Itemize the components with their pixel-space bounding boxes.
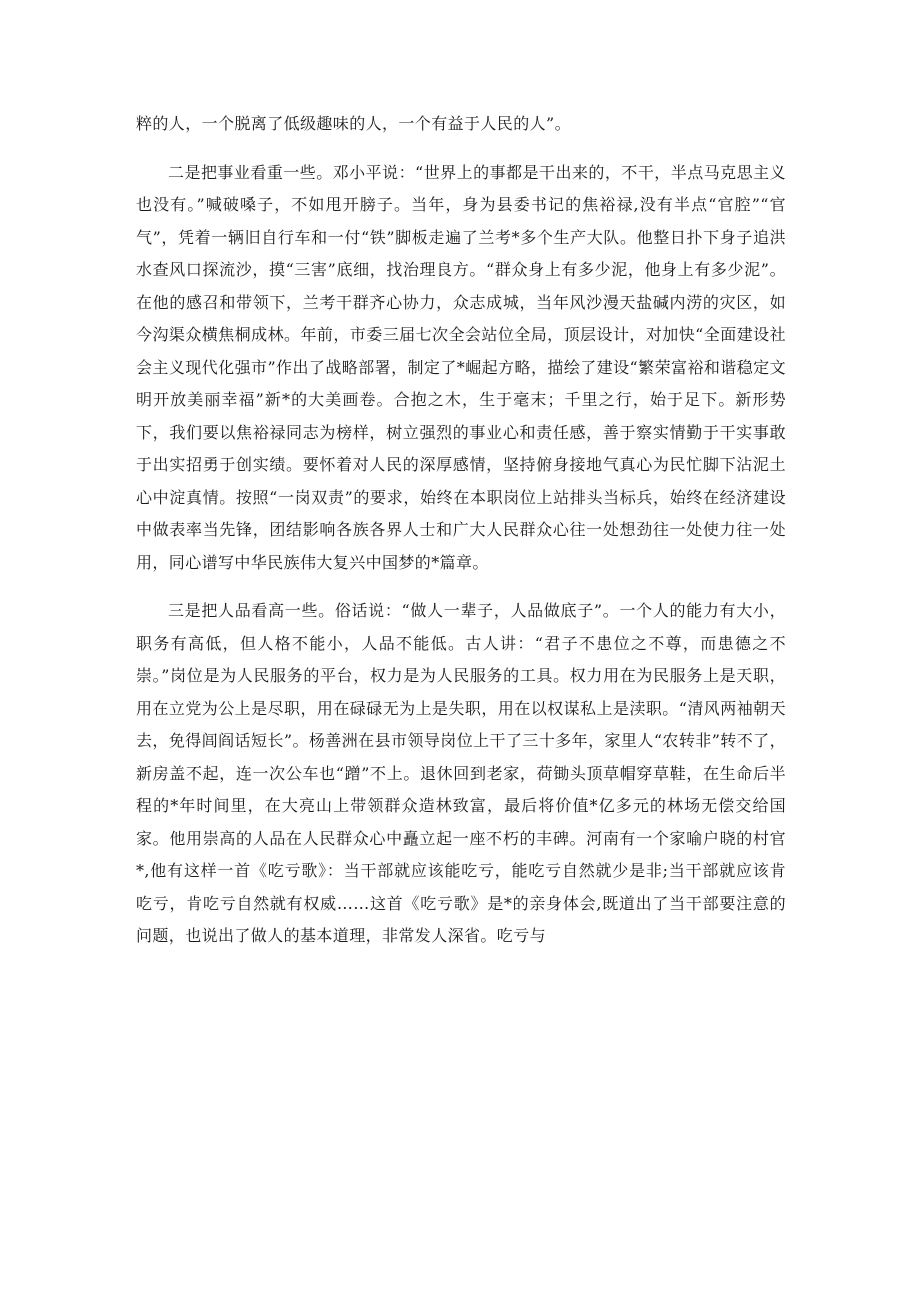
paragraph-continued-intro: 粹的人，一个脱离了低级趣味的人，一个有益于人民的人”。 [136,114,571,133]
paragraph-career: 二是把事业看重一些。邓小平说：“世界上的事都是干出来的，不干，半点马克思主义也没有。”喊破嗓子，不如甩开膀子。当年，身为县委书记的焦裕禄,没有半点“官腔”“官气”，凭着一辆旧自行车和一付“铁”脚板走遍了兰考*多个生产大队。他整日扑下身子追洪水查风口探流沙，摸“三害”底细，找治理良方。“群众身上有多少泥，他身上有多少泥”。在他的感召和带领下，兰考干群齐心协力，众志成城，当年风沙漫天盐碱内涝的灾区，如今沟渠众横焦桐成林。年前，市委三届七次全会站位全局，顶层设计，对加快“全面建设社会主义现代化强市”作出了战略部署，制定了*崛起方略，描绘了建设“繁荣富裕和谐稳定文明开放美丽幸福”新*的大美画卷。合抱之木，生于毫末；千里之行，始于足下。新形势下，我们要以焦裕禄同志为榜样，树立强烈的事业心和责任感，善于察实情勤于干实事敢于出实招勇于创实绩。要怀着对人民的深厚感情，坚持俯身接地气真心为民忙脚下沾泥土心中淀真情。按照“一岗双责”的要求，始终在本职岗位上站排头当标兵，始终在经济建设中做表率当先锋，团结影响各族各界人士和广大人民群众心往一处想劲往一处使力往一处用，同心谱写中华民族伟大复兴中国梦的*篇章。 [136,162,786,572]
paragraph-character: 三是把人品看高一些。俗话说：“做人一辈子，人品做底子”。一个人的能力有大小，职务有高低，但人格不能小，人品不能低。古人讲：“君子不患位之不尊，而患德之不崇。”岗位是为人民服务的平台，权力是为人民服务的工具。权力用在为民服务上是天职，用在立党为公上是尽职，用在碌碌无为上是失职，用在以权谋私上是渎职。“清风两袖朝天去，免得闾阎话短长”。杨善洲在县市领导岗位上干了三十多年，家里人“农转非”转不了，新房盖不起，连一次公车也“蹭”不上。退休回到老家，荷锄头顶草帽穿草鞋，在生命后半程的*年时间里，在大亮山上带领群众造林致富，最后将价值*亿多元的林场无偿交给国家。他用崇高的人品在人民群众心中矗立起一座不朽的丰碑。河南有一个家喻户晓的村官*,他有这样一首《吃亏歌》：当干部就应该能吃亏，能吃亏自然就少是非;当干部就应该肯吃亏，肯吃亏自然就有权威……这首《吃亏歌》是*的亲身体会,既道出了当干部要注意的问题，也说出了做人的基本道理，非常发人深省。吃亏与 [136,601,786,945]
document-body [136,108,786,969]
